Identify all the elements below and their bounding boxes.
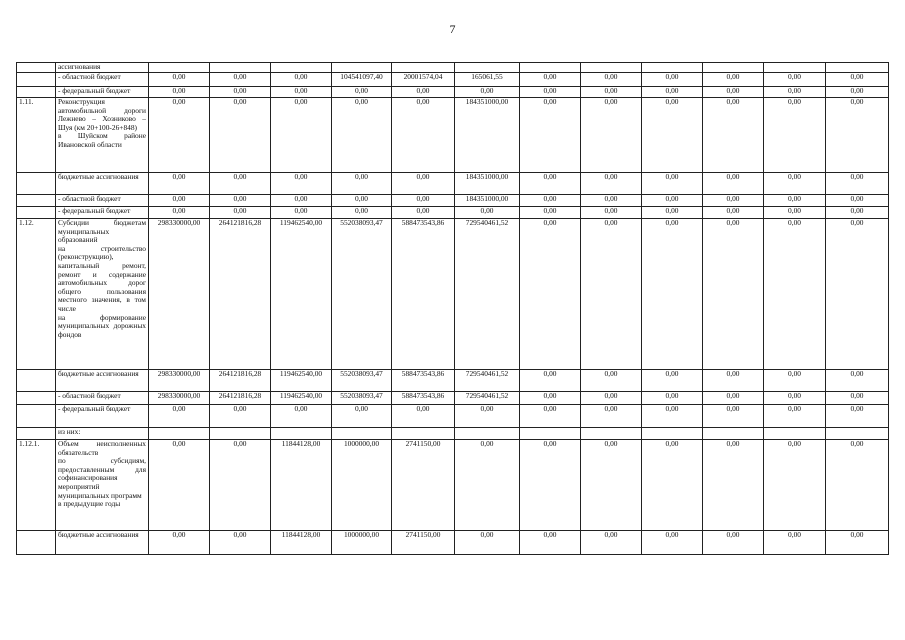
value-cell: 0,00 <box>642 219 703 370</box>
value-cell: 2741150,00 <box>392 440 455 531</box>
table-row <box>17 440 889 531</box>
value-cell: 0,00 <box>703 73 764 87</box>
value-cell: 119462540,00 <box>271 392 332 405</box>
value-cell: 0,00 <box>642 405 703 428</box>
description-cell <box>56 173 149 195</box>
value-cell: 0,00 <box>520 405 581 428</box>
value-cell: 20001574,04 <box>392 73 455 87</box>
row-number-cell: 1.12.1. <box>17 440 56 531</box>
value-cell: 588473543,86 <box>392 392 455 405</box>
description-line: Субсидии бюджетам муниципальных образований <box>58 218 146 245</box>
value-cell: 0,00 <box>581 370 642 392</box>
budget-table <box>16 62 889 555</box>
value-cell: 0,00 <box>826 370 889 392</box>
description-cell <box>56 440 149 531</box>
value-cell: 0,00 <box>210 73 271 87</box>
value-cell: 0,00 <box>642 98 703 173</box>
value-cell: 0,00 <box>642 440 703 531</box>
value-cell: 1000000,00 <box>332 531 392 555</box>
value-cell: 0,00 <box>455 405 520 428</box>
value-cell: 1000000,00 <box>332 440 392 531</box>
value-cell <box>392 428 455 440</box>
value-cell <box>642 428 703 440</box>
value-cell: 184351000,00 <box>455 98 520 173</box>
value-cell: 0,00 <box>764 195 826 207</box>
value-cell: 0,00 <box>455 440 520 531</box>
value-cell: 0,00 <box>210 207 271 219</box>
description-cell <box>56 98 149 173</box>
value-cell: 0,00 <box>271 173 332 195</box>
value-cell: 0,00 <box>764 531 826 555</box>
row-number-cell <box>17 428 56 440</box>
value-cell: 0,00 <box>271 207 332 219</box>
value-cell: 0,00 <box>826 440 889 531</box>
row-number-cell <box>17 173 56 195</box>
description-cell <box>56 392 149 405</box>
value-cell: 0,00 <box>332 98 392 173</box>
row-number-cell <box>17 405 56 428</box>
value-cell: 0,00 <box>703 195 764 207</box>
value-cell: 0,00 <box>332 405 392 428</box>
value-cell: 104541097,40 <box>332 73 392 87</box>
value-cell: 0,00 <box>581 392 642 405</box>
value-cell: 0,00 <box>826 219 889 370</box>
description-line: - областной бюджет <box>58 72 121 81</box>
value-cell: 0,00 <box>271 98 332 173</box>
row-number-cell <box>17 87 56 98</box>
value-cell: 0,00 <box>764 73 826 87</box>
value-cell: 0,00 <box>520 440 581 531</box>
value-cell: 0,00 <box>581 440 642 531</box>
value-cell <box>210 63 271 73</box>
value-cell <box>764 428 826 440</box>
value-cell: 0,00 <box>392 195 455 207</box>
value-cell: 0,00 <box>520 98 581 173</box>
value-cell: 729540461,52 <box>455 392 520 405</box>
value-cell: 0,00 <box>642 73 703 87</box>
value-cell: 0,00 <box>149 207 210 219</box>
value-cell: 2741150,00 <box>392 531 455 555</box>
description-line: Реконструкция автомобильной дороги Лежнево – Хозниково – Шуя (км 20+100-26+848) <box>58 97 146 132</box>
value-cell: 552038093,47 <box>332 219 392 370</box>
value-cell <box>826 428 889 440</box>
description-cell <box>56 195 149 207</box>
value-cell: 0,00 <box>392 98 455 173</box>
description-line: на строительство (реконструкцию), капитальный ремонт, ремонт и содержание автомобильных дорог общего пользования местного значения, в том числе <box>58 243 146 313</box>
value-cell: 0,00 <box>210 405 271 428</box>
value-cell <box>826 63 889 73</box>
value-cell: 0,00 <box>332 173 392 195</box>
value-cell: 0,00 <box>210 440 271 531</box>
description-line: - федеральный бюджет <box>58 404 131 413</box>
row-number-cell <box>17 73 56 87</box>
value-cell <box>332 63 392 73</box>
value-cell: 0,00 <box>826 207 889 219</box>
value-cell <box>332 428 392 440</box>
value-cell: 0,00 <box>520 531 581 555</box>
value-cell: 0,00 <box>581 195 642 207</box>
description-line: - областной бюджет <box>58 194 121 203</box>
value-cell: 0,00 <box>455 207 520 219</box>
value-cell: 0,00 <box>642 173 703 195</box>
value-cell: 0,00 <box>271 405 332 428</box>
value-cell: 0,00 <box>826 73 889 87</box>
value-cell: 0,00 <box>642 531 703 555</box>
description-line: бюджетные ассигнования <box>58 172 139 181</box>
value-cell: 0,00 <box>826 173 889 195</box>
value-cell: 0,00 <box>826 531 889 555</box>
value-cell: 0,00 <box>764 440 826 531</box>
value-cell: 0,00 <box>455 87 520 98</box>
value-cell: 0,00 <box>703 87 764 98</box>
description-cell <box>56 73 149 87</box>
value-cell <box>520 428 581 440</box>
value-cell: 0,00 <box>826 98 889 173</box>
value-cell: 0,00 <box>271 195 332 207</box>
value-cell <box>703 63 764 73</box>
value-cell: 0,00 <box>149 195 210 207</box>
value-cell: 0,00 <box>581 531 642 555</box>
value-cell: 0,00 <box>520 195 581 207</box>
row-number-cell: 1.12. <box>17 219 56 370</box>
value-cell: 0,00 <box>392 87 455 98</box>
value-cell: 0,00 <box>642 207 703 219</box>
value-cell: 298330000,00 <box>149 370 210 392</box>
value-cell: 0,00 <box>703 531 764 555</box>
row-number-cell: 1.11. <box>17 98 56 173</box>
value-cell: 0,00 <box>520 219 581 370</box>
value-cell <box>581 428 642 440</box>
value-cell: 0,00 <box>642 392 703 405</box>
value-cell: 0,00 <box>210 173 271 195</box>
value-cell: 0,00 <box>703 440 764 531</box>
table-row <box>17 87 889 98</box>
value-cell: 0,00 <box>392 173 455 195</box>
value-cell: 0,00 <box>520 207 581 219</box>
table-row <box>17 63 889 73</box>
value-cell: 0,00 <box>210 531 271 555</box>
description-line: - областной бюджет <box>58 391 121 400</box>
description-cell <box>56 63 149 73</box>
value-cell: 0,00 <box>392 207 455 219</box>
value-cell: 0,00 <box>764 173 826 195</box>
value-cell: 0,00 <box>520 73 581 87</box>
table-row <box>17 219 889 370</box>
value-cell: 0,00 <box>581 405 642 428</box>
description-cell <box>56 531 149 555</box>
description-cell <box>56 219 149 370</box>
row-number-cell <box>17 531 56 555</box>
value-cell: 184351000,00 <box>455 195 520 207</box>
value-cell <box>149 428 210 440</box>
value-cell: 0,00 <box>642 87 703 98</box>
value-cell: 0,00 <box>764 98 826 173</box>
value-cell: 0,00 <box>149 440 210 531</box>
row-number-cell <box>17 195 56 207</box>
value-cell: 0,00 <box>149 173 210 195</box>
value-cell: 0,00 <box>826 195 889 207</box>
value-cell: 298330000,00 <box>149 219 210 370</box>
value-cell: 0,00 <box>520 173 581 195</box>
value-cell: 0,00 <box>703 405 764 428</box>
description-line: Объем неисполненных обязательств <box>58 439 146 457</box>
value-cell: 0,00 <box>149 87 210 98</box>
value-cell <box>271 63 332 73</box>
value-cell: 0,00 <box>455 531 520 555</box>
value-cell <box>392 63 455 73</box>
value-cell: 0,00 <box>520 392 581 405</box>
row-number-cell <box>17 207 56 219</box>
value-cell: 0,00 <box>149 73 210 87</box>
table-row <box>17 173 889 195</box>
value-cell: 0,00 <box>149 405 210 428</box>
value-cell: 0,00 <box>271 73 332 87</box>
description-line: из них: <box>58 427 81 436</box>
table-row <box>17 392 889 405</box>
value-cell: 588473543,86 <box>392 370 455 392</box>
value-cell: 0,00 <box>826 405 889 428</box>
value-cell: 0,00 <box>764 392 826 405</box>
value-cell: 0,00 <box>764 219 826 370</box>
description-line: - федеральный бюджет <box>58 86 131 95</box>
value-cell <box>642 63 703 73</box>
table-row <box>17 207 889 219</box>
value-cell: 729540461,52 <box>455 219 520 370</box>
table-row <box>17 195 889 207</box>
value-cell: 0,00 <box>392 405 455 428</box>
value-cell: 0,00 <box>149 531 210 555</box>
value-cell: 11844128,00 <box>271 440 332 531</box>
value-cell: 0,00 <box>581 98 642 173</box>
value-cell: 552038093,47 <box>332 370 392 392</box>
description-line: на формирование муниципальных дорожных фондов <box>58 312 146 339</box>
value-cell: 0,00 <box>210 87 271 98</box>
table-row <box>17 405 889 428</box>
value-cell: 0,00 <box>271 87 332 98</box>
value-cell: 0,00 <box>764 207 826 219</box>
value-cell: 0,00 <box>581 173 642 195</box>
table-row <box>17 370 889 392</box>
value-cell: 264121816,28 <box>210 219 271 370</box>
description-line: бюджетные ассигнования <box>58 369 139 378</box>
value-cell: 165061,55 <box>455 73 520 87</box>
table-row <box>17 428 889 440</box>
description-line: по субсидиям, предоставленным для софинансирования мероприятий муниципальных программ <box>58 456 146 500</box>
value-cell: 0,00 <box>149 98 210 173</box>
value-cell: 264121816,28 <box>210 392 271 405</box>
value-cell: 0,00 <box>210 98 271 173</box>
value-cell: 0,00 <box>581 207 642 219</box>
description-cell <box>56 405 149 428</box>
page-number: 7 <box>449 22 456 36</box>
value-cell: 0,00 <box>703 173 764 195</box>
value-cell: 0,00 <box>764 87 826 98</box>
value-cell: 264121816,28 <box>210 370 271 392</box>
value-cell: 0,00 <box>520 87 581 98</box>
value-cell: 0,00 <box>826 392 889 405</box>
row-number-cell <box>17 63 56 73</box>
value-cell: 184351000,00 <box>455 173 520 195</box>
table-row <box>17 531 889 555</box>
value-cell: 0,00 <box>520 370 581 392</box>
value-cell: 0,00 <box>703 219 764 370</box>
value-cell: 0,00 <box>703 392 764 405</box>
description-line: ассигнования <box>58 62 101 71</box>
value-cell: 11844128,00 <box>271 531 332 555</box>
table-row <box>17 98 889 173</box>
description-cell <box>56 207 149 219</box>
value-cell <box>455 63 520 73</box>
value-cell: 0,00 <box>764 405 826 428</box>
value-cell: 0,00 <box>332 207 392 219</box>
value-cell <box>703 428 764 440</box>
value-cell: 0,00 <box>642 195 703 207</box>
value-cell <box>210 428 271 440</box>
value-cell <box>520 63 581 73</box>
value-cell: 298330000,00 <box>149 392 210 405</box>
value-cell: 552038093,47 <box>332 392 392 405</box>
description-line: в предыдущие годы <box>58 499 121 509</box>
value-cell: 0,00 <box>581 87 642 98</box>
description-cell <box>56 428 149 440</box>
value-cell: 0,00 <box>703 370 764 392</box>
value-cell: 0,00 <box>332 195 392 207</box>
value-cell: 0,00 <box>764 370 826 392</box>
description-cell <box>56 87 149 98</box>
value-cell: 0,00 <box>826 87 889 98</box>
value-cell: 0,00 <box>581 219 642 370</box>
value-cell: 0,00 <box>642 370 703 392</box>
value-cell: 0,00 <box>703 98 764 173</box>
description-line: бюджетные ассигнования <box>58 530 139 539</box>
description-cell <box>56 370 149 392</box>
value-cell <box>581 63 642 73</box>
value-cell <box>455 428 520 440</box>
value-cell: 0,00 <box>703 207 764 219</box>
value-cell <box>271 428 332 440</box>
value-cell: 729540461,52 <box>455 370 520 392</box>
row-number-cell <box>17 392 56 405</box>
value-cell <box>764 63 826 73</box>
value-cell: 0,00 <box>210 195 271 207</box>
description-line: - федеральный бюджет <box>58 206 131 215</box>
value-cell: 0,00 <box>332 87 392 98</box>
description-line: в Шуйском районе Ивановской области <box>58 131 146 149</box>
value-cell: 0,00 <box>581 73 642 87</box>
value-cell: 588473543,86 <box>392 219 455 370</box>
table-row <box>17 73 889 87</box>
value-cell: 119462540,00 <box>271 219 332 370</box>
value-cell <box>149 63 210 73</box>
value-cell: 119462540,00 <box>271 370 332 392</box>
row-number-cell <box>17 370 56 392</box>
